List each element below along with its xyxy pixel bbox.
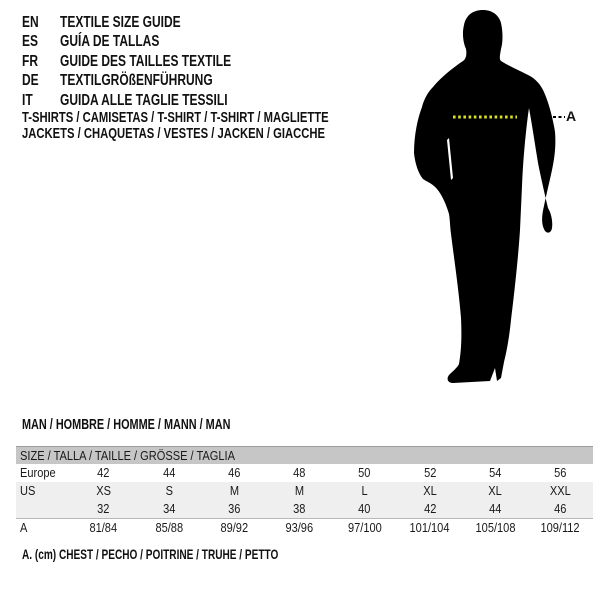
table-row-chest	[16, 518, 593, 536]
size-value: M	[229, 483, 239, 498]
man-silhouette	[414, 10, 555, 383]
size-value: 36	[227, 501, 241, 516]
size-value: 54	[488, 465, 502, 480]
size-table	[16, 446, 593, 536]
language-code: FR	[22, 52, 38, 70]
language-title: TEXTILE SIZE GUIDE	[60, 14, 181, 31]
size-value: 85/88	[155, 520, 183, 535]
size-value: XL	[488, 483, 502, 498]
size-value: 81/84	[89, 520, 118, 535]
size-value: 93/96	[285, 520, 314, 535]
man-silhouette-figure	[405, 4, 585, 390]
language-code: ES	[22, 33, 39, 51]
size-value: S	[165, 483, 173, 498]
size-value: 105/108	[475, 520, 516, 535]
section-title: MAN / HOMBRE / HOMME / MANN / MAN	[22, 417, 231, 433]
size-value: 42	[97, 465, 110, 480]
size-value: 46	[227, 465, 241, 480]
category-line-tshirts: T-SHIRTS / CAMISETAS / T-SHIRT / T-SHIRT / MAGLIETTE	[22, 109, 329, 126]
language-row	[22, 32, 288, 51]
language-code: EN	[22, 14, 39, 31]
category-list	[22, 110, 431, 141]
size-value: XXL	[549, 483, 571, 498]
table-header-label: SIZE / TALLA / TAILLE / GRÖSSE / TAGLIA	[20, 448, 235, 463]
size-value: 38	[293, 501, 306, 516]
size-value: 32	[97, 501, 110, 516]
size-value: 44	[488, 501, 502, 516]
size-value: 97/100	[347, 520, 382, 535]
measurement-footnote: A. (cm) CHEST / PECHO / POITRINE / TRUHE / PETTO	[22, 546, 279, 562]
size-value: M	[294, 483, 304, 498]
language-title: GUIDA ALLE TAGLIE TESSILI	[60, 91, 228, 109]
language-code: IT	[22, 91, 33, 109]
language-title: GUIDE DES TAILLES TEXTILE	[60, 52, 232, 70]
table-row-europe	[16, 464, 593, 482]
language-row	[22, 91, 288, 110]
size-value: 50	[358, 465, 371, 480]
size-value: 56	[554, 465, 567, 480]
language-list	[22, 13, 288, 110]
measure-label-a: A	[566, 108, 577, 124]
table-row-us-numeric	[16, 500, 593, 518]
table-row-us	[16, 482, 593, 500]
size-value: XS	[96, 483, 111, 498]
size-value: 101/104	[409, 520, 450, 535]
language-row	[22, 13, 288, 32]
size-value: 52	[423, 465, 437, 480]
language-row	[22, 71, 288, 90]
language-title: TEXTILGRÖßENFÜHRUNG	[60, 72, 213, 90]
category-line-jackets: JACKETS / CHAQUETAS / VESTES / JACKEN / GIACCHE	[22, 124, 325, 142]
table-header-row	[16, 446, 593, 464]
size-value: 40	[358, 501, 371, 516]
size-value: 89/92	[220, 520, 248, 535]
row-label: Europe	[20, 465, 56, 480]
row-label: A	[20, 520, 28, 535]
size-value: 44	[162, 465, 176, 480]
size-value: L	[361, 483, 368, 498]
language-code: DE	[22, 72, 39, 90]
language-title: GUÍA DE TALLAS	[60, 33, 160, 51]
size-value: 34	[162, 501, 176, 516]
size-value: 46	[554, 501, 567, 516]
size-value: XL	[423, 483, 437, 498]
size-value: 109/112	[540, 520, 580, 535]
size-value: 42	[423, 501, 437, 516]
size-value: 48	[293, 465, 306, 480]
row-label: US	[20, 483, 36, 498]
language-row	[22, 52, 288, 71]
